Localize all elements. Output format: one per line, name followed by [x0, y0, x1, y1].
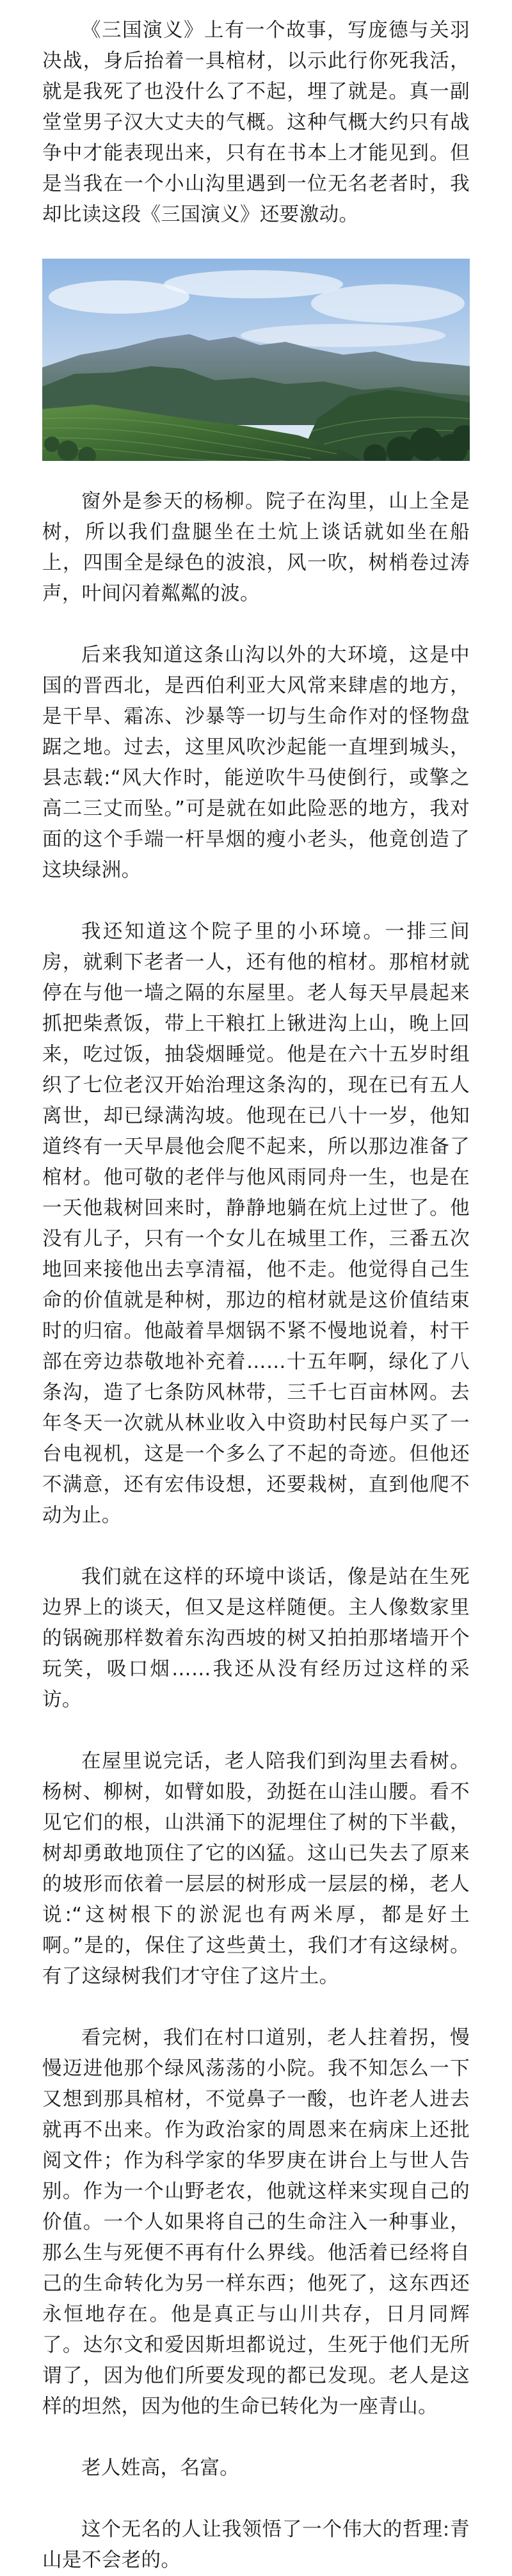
paragraph-3: 后来我知道这条山沟以外的大环境，这是中国的晋西北，是西伯利亚大风常来肆虐的地方，是干旱、霜冻、沙暴等一切与生命作对的怪物盘踞之地。过去，这里风吹沙起能一直埋到城头，县志载:“风大作时，能逆吹牛马使倒行，或擎之高二三丈而坠。”可是就在如此险恶的地方，我对面的这个手端一杆旱烟的瘦小老头，他竟创造了这块绿洲。 — [42, 644, 470, 881]
paragraph-8: 老人姓高，名富。 — [81, 2457, 240, 2479]
paragraph-9: 这个无名的人让我领悟了一个伟大的哲理:青山是不会老的。 — [42, 2518, 470, 2572]
mountain-landscape-photo — [42, 259, 470, 461]
paragraph-7: 看完树，我们在村口道别，老人拄着拐，慢慢迈进他那个绿风荡荡的小院。我不知怎么一下又想到那具棺材，不觉鼻子一酸，也许老人进去就再不出来。作为政治家的周恩来在病床上还批阅文件；作为科学家的华罗庚在讲台上与世人告别。作为一个山野老农，他就这样来实现自己的价值。一个人如果将自己的生命注入一种事业，那么生与死便不再有什么界线。他活着已经将自己的生命转化为另一样东西；他死了，这东西还永恒地存在。他是真正与山川共存，日月同辉了。达尔文和爱因斯坦都说过，生死于他们无所谓了，因为他们所要发现的都已发现。老人是这样的坦然，因为他的生命已转化为一座青山。 — [42, 2027, 470, 2418]
paragraph-4: 我还知道这个院子里的小环境。一排三间房，就剩下老者一人，还有他的棺材。那棺材就停在与他一墙之隔的东屋里。老人每天早晨起来抓把柴煮饭，带上干粮扛上锹进沟上山，晚上回来，吃过饭，抽袋烟睡觉。他是在六十五岁时组织了七位老汉开始治理这条沟的，现在已有五人离世，却已绿满沟坡。他现在已八十一岁，他知道终有一天早晨他会爬不起来，所以那边准备了棺材。他可敬的老伴与他风雨同舟一生，也是在一天他栽树回来时，静静地躺在炕上过世了。他没有儿子，只有一个女儿在城里工作，三番五次地回来接他出去享清福，他不走。他觉得自己生命的价值就是种树，那边的棺材就是这价值结束时的归宿。他敲着旱烟锅不紧不慢地说着，村干部在旁边恭敬地补充着……十五年啊，绿化了八条沟，造了七条防风林带，三千七百亩林网。去年冬天一次就从林业收入中资助村民每户买了一台电视机，这是一个多么了不起的奇迹。但他还不满意，还有宏伟设想，还要栽树，直到他爬不动为止。 — [42, 921, 470, 1527]
paragraph-1: 《三国演义》上有一个故事，写庞德与关羽决战，身后抬着一具棺材，以示此行你死我活，就是我死了也没什么了不起，埋了就是。真一副堂堂男子汉大丈夫的气概。这种气概大约只有战争中才能表现出来，只有在书本上才能见到。但是当我在一个小山沟里遇到一位无名老者时，我却比读这段《三国演义》还要激动。 — [42, 19, 470, 226]
paragraph-6: 在屋里说完话，老人陪我们到沟里去看树。杨树、柳树，如臂如股，劲挺在山洼山腰。看不见它们的根，山洪涌下的泥埋住了树的下半截，树却勇敢地顶住了它的凶猛。这山已失去了原来的坡形而依着一层层的树形成一层层的梯，老人说:“这树根下的淤泥也有两米厚，都是好土啊。”是的，保住了这些黄土，我们才有这绿树。有了这绿树我们才守住了这片土。 — [42, 1750, 470, 1988]
paragraph-2: 窗外是参天的杨柳。院子在沟里，山上全是树，所以我们盘腿坐在土炕上谈话就如坐在船上，四围全是绿色的波浪，风一吹，树梢卷过涛声，叶间闪着粼粼的波。 — [42, 490, 470, 605]
paragraph-5: 我们就在这样的环境中谈话，像是站在生死边界上的谈天，但又是这样随便。主人像数家里的锅碗那样数着东沟西坡的树又拍拍那堵墙开个玩笑，吸口烟……我还从没有经历过这样的采访。 — [42, 1566, 470, 1711]
